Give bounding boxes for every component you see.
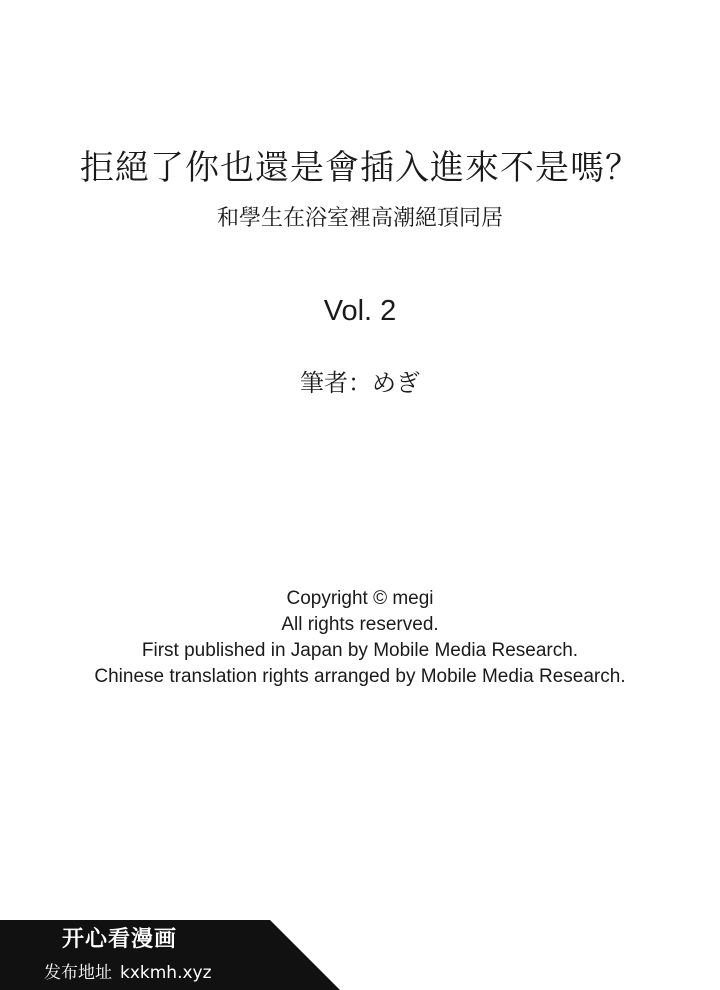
watermark-address bbox=[44, 962, 212, 984]
rights-line: All rights reserved. bbox=[281, 614, 439, 635]
watermark-site-name: 开心看漫画 bbox=[62, 927, 178, 952]
book-subtitle: 和學生在浴室裡高潮絕頂同居 bbox=[216, 206, 503, 231]
watermark-address-label: 发布地址 bbox=[44, 963, 112, 983]
book-title: 拒絕了你也還是會插入進來不是嗎？ bbox=[80, 148, 640, 188]
translation-rights-line: Chinese translation rights arranged by Mobile Media Research. bbox=[94, 666, 626, 687]
copyright-notice bbox=[0, 586, 720, 690]
watermark-address-url: kxkmh.xyz bbox=[120, 963, 212, 983]
copyright-line: Copyright © megi bbox=[286, 588, 434, 609]
publication-line: First published in Japan by Mobile Media Research. bbox=[141, 640, 579, 661]
author-line: 筆者：めぎ bbox=[300, 369, 420, 397]
site-watermark bbox=[0, 920, 340, 990]
volume-number: Vol. 2 bbox=[323, 295, 397, 327]
